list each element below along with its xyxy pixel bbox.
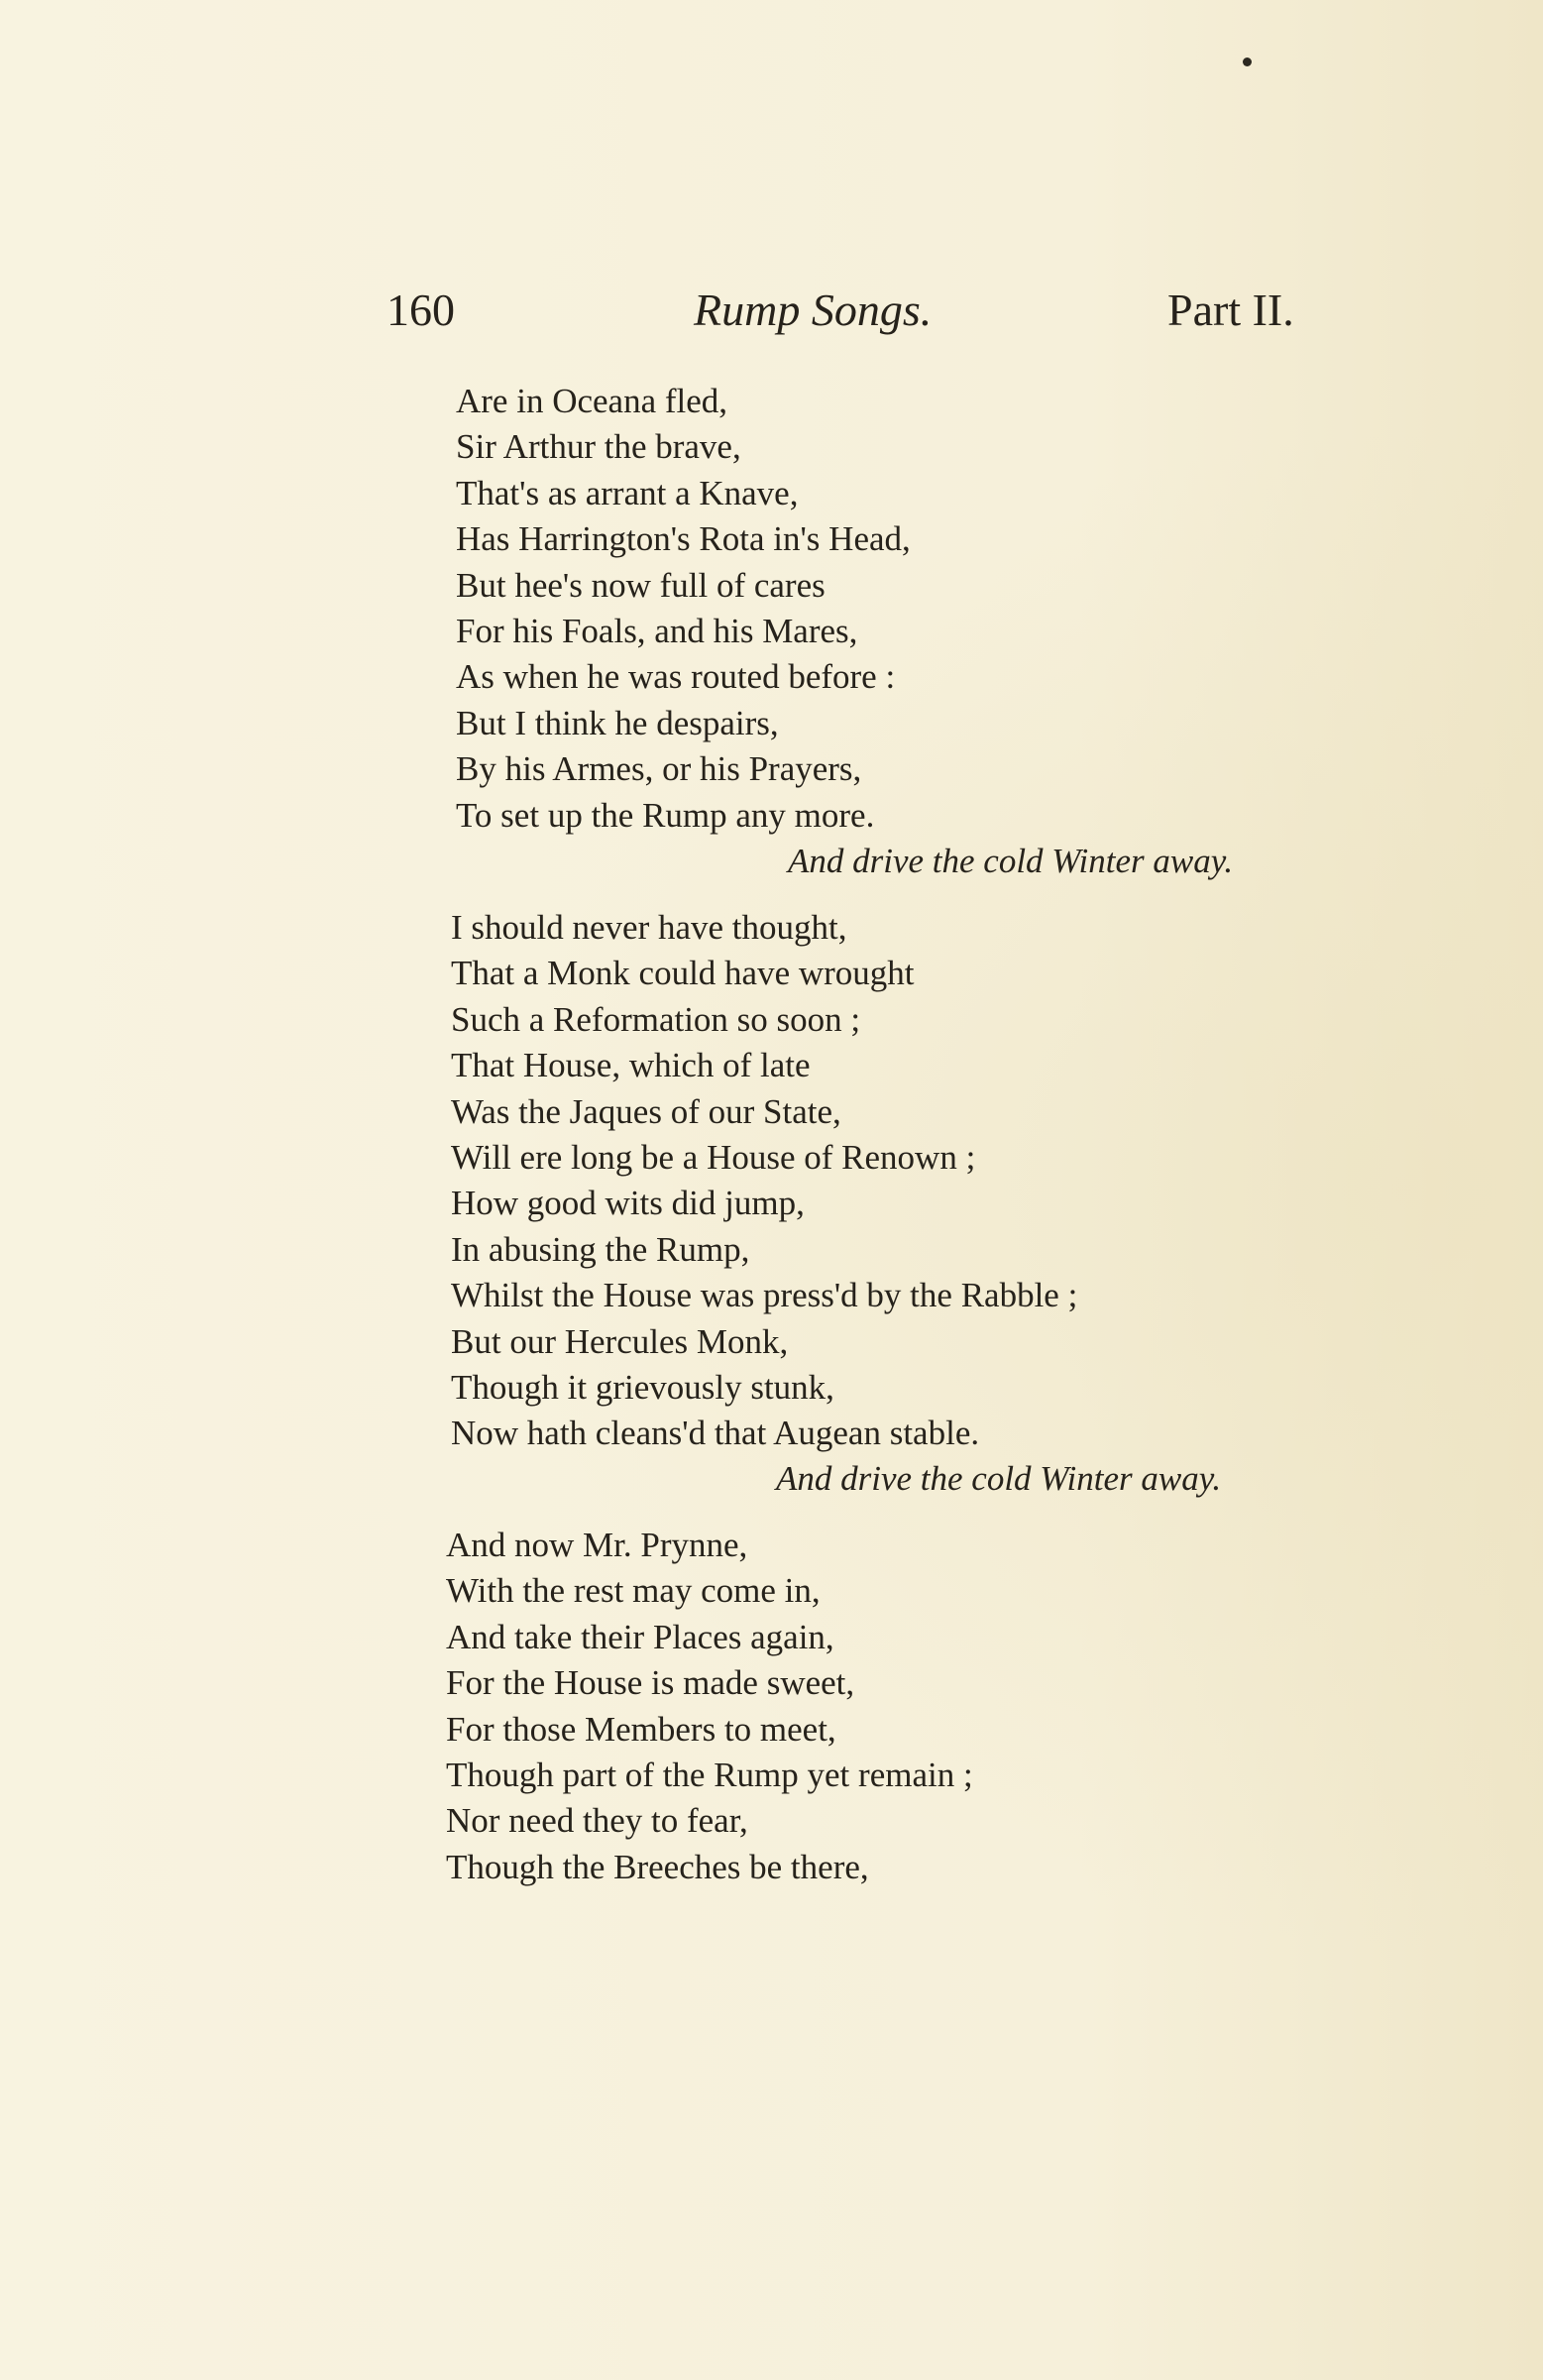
ink-speck bbox=[1243, 57, 1252, 66]
verse-line: But our Hercules Monk, bbox=[451, 1321, 789, 1361]
verse-line: For those Members to meet, bbox=[446, 1709, 836, 1749]
verse-line: Though it grievously stunk, bbox=[451, 1368, 834, 1407]
verse-line: And take their Places again, bbox=[446, 1617, 834, 1656]
refrain-line: And drive the cold Winter away. bbox=[776, 1459, 1222, 1498]
verse-line: Was the Jaques of our State, bbox=[451, 1091, 841, 1131]
verse-line: In abusing the Rump, bbox=[451, 1229, 750, 1269]
verse-line: I should never have thought, bbox=[451, 908, 847, 947]
verse-line: That's as arrant a Knave, bbox=[456, 473, 799, 512]
verse-line: Now hath cleans'd that Augean stable. bbox=[451, 1414, 980, 1453]
verse-line: For the House is made sweet, bbox=[446, 1663, 855, 1703]
verse-line: Whilst the House was press'd by the Rabble ; bbox=[451, 1276, 1078, 1315]
refrain-line: And drive the cold Winter away. bbox=[788, 842, 1234, 880]
running-title: Rump Songs. bbox=[694, 284, 933, 335]
verse-line: That a Monk could have wrought bbox=[451, 954, 915, 993]
page-number: 160 bbox=[386, 284, 455, 335]
verse-line: But hee's now full of cares bbox=[456, 565, 826, 605]
verse-line: Such a Reformation so soon ; bbox=[451, 999, 861, 1039]
verse-line: That House, which of late bbox=[451, 1046, 811, 1085]
part-label: Part II. bbox=[1167, 284, 1294, 335]
verse-line: Sir Arthur the brave, bbox=[456, 427, 741, 467]
verse-line: Though the Breeches be there, bbox=[446, 1847, 869, 1886]
verse-line: Nor need they to fear, bbox=[446, 1801, 748, 1841]
verse-line: But I think he despairs, bbox=[456, 703, 779, 742]
page-header bbox=[0, 276, 1543, 345]
verse-line: Are in Oceana fled, bbox=[456, 382, 728, 420]
verse-line: Will ere long be a House of Renown ; bbox=[451, 1138, 976, 1177]
verse-line: As when he was routed before : bbox=[456, 657, 896, 697]
verse-line: To set up the Rump any more. bbox=[456, 795, 875, 835]
verse-line: Though part of the Rump yet remain ; bbox=[446, 1756, 973, 1794]
verse-line: For his Foals, and his Mares, bbox=[456, 612, 858, 650]
verse-line: With the rest may come in, bbox=[446, 1571, 821, 1611]
verse-line: How good wits did jump, bbox=[451, 1184, 805, 1223]
verse-line: Has Harrington's Rota in's Head, bbox=[456, 519, 911, 559]
verse-line: By his Armes, or his Prayers, bbox=[456, 749, 862, 789]
verse-line: And now Mr. Prynne, bbox=[446, 1526, 748, 1564]
